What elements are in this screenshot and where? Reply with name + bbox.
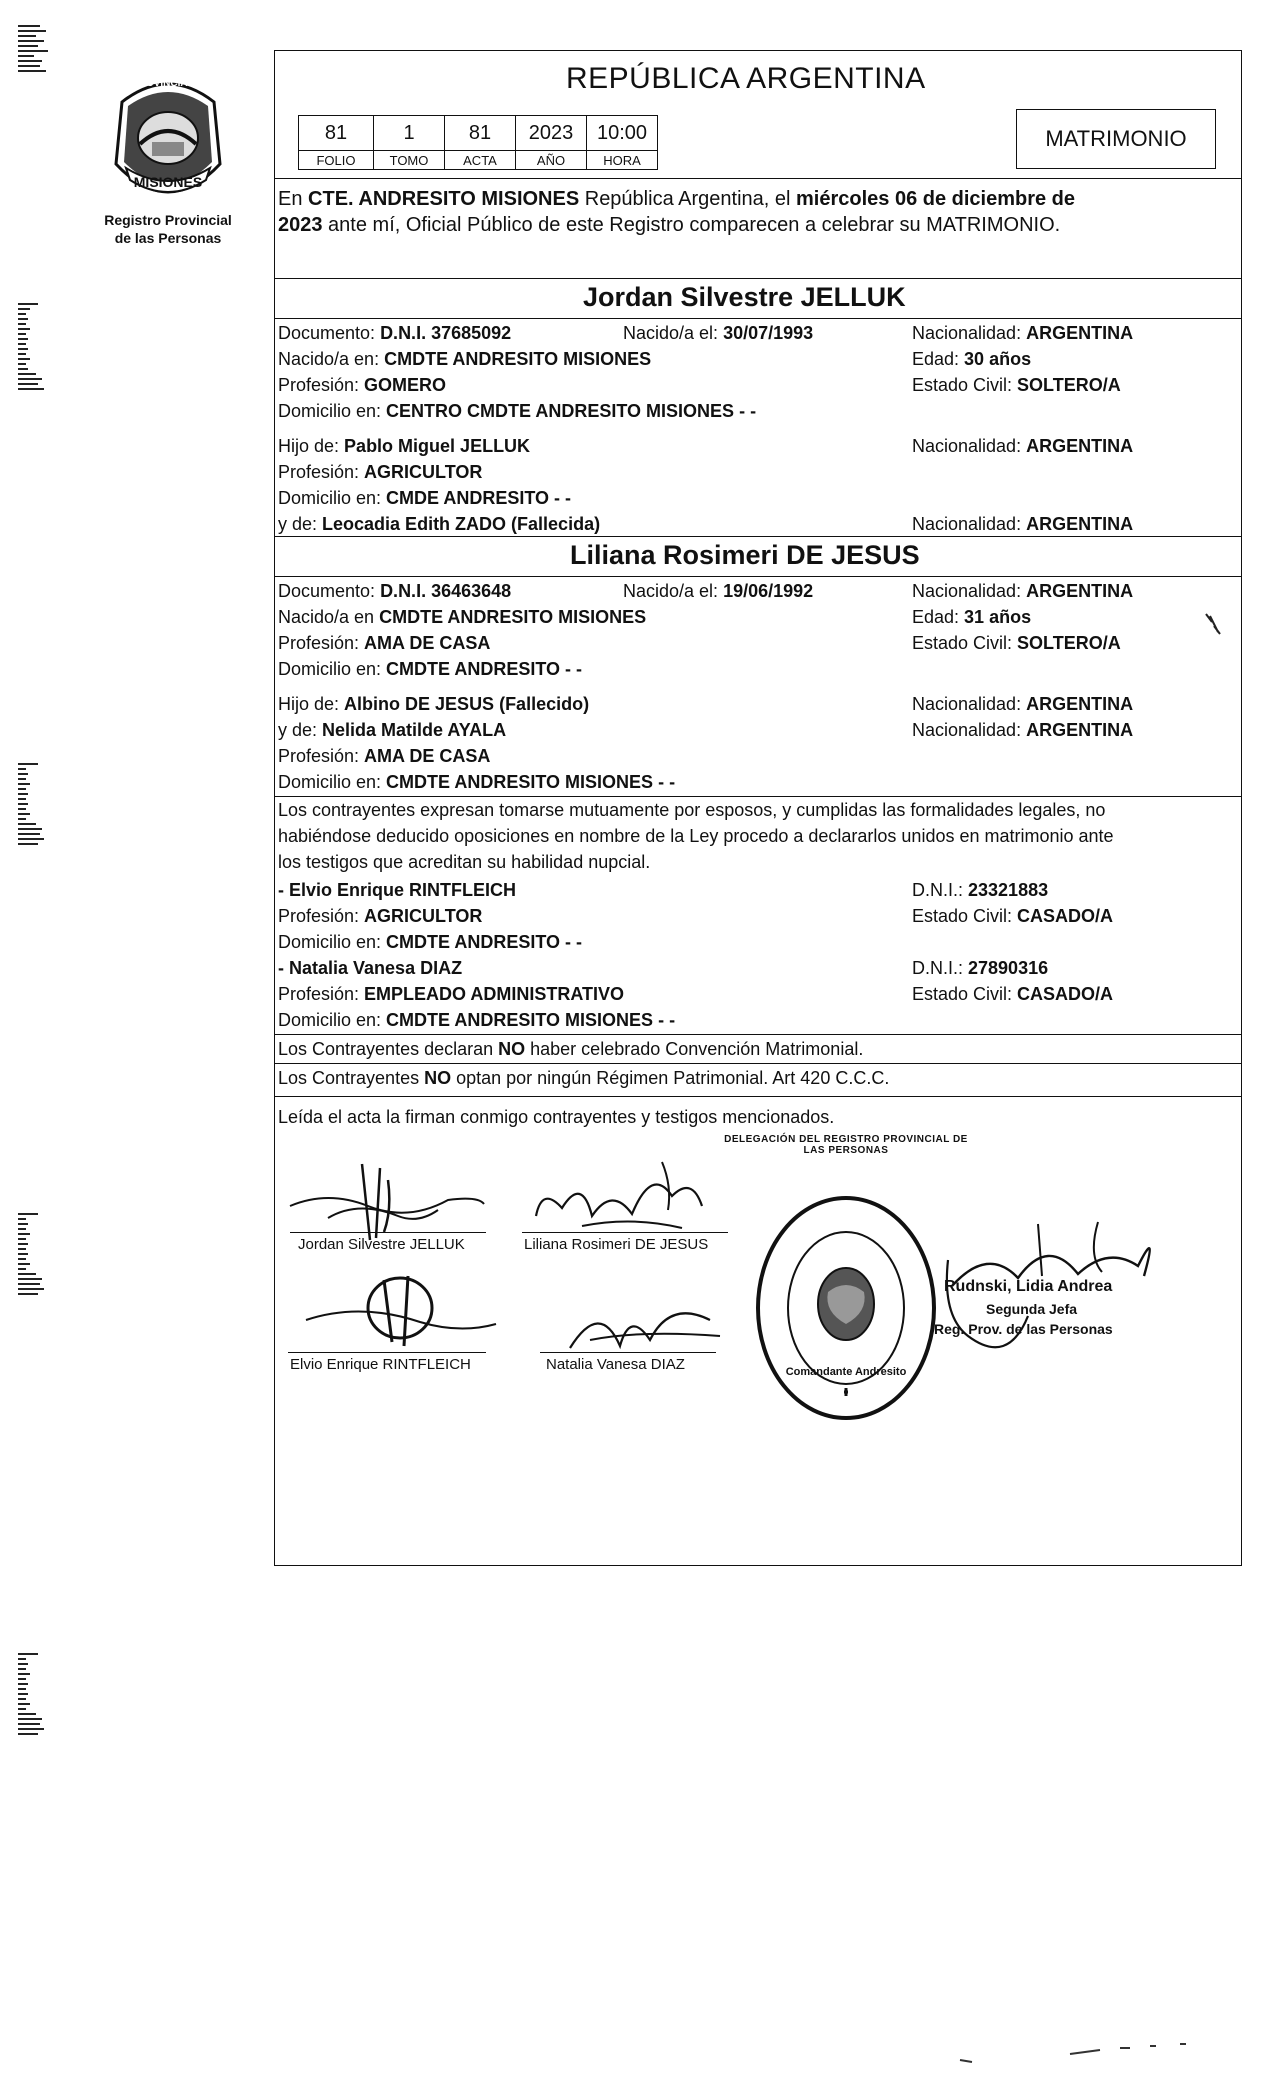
scan-marks-bottom-1 [18,1210,48,1298]
scan-marks-middle [18,300,48,393]
bride-mother-nationality: Nacionalidad: ARGENTINA [912,720,1134,740]
official-round-stamp [752,1192,940,1424]
signature-caption-witness1: Elvio Enrique RINTFLEICH [290,1356,471,1373]
official-name: Rudnski, Lidia Andrea [944,1278,1113,1295]
groom-birthplace: Nacido/a en: CMDTE ANDRESITO MISIONES [278,349,652,369]
divider-closing [274,1096,1242,1097]
intro-rest: ante mí, Oficial Público de este Registro comparecen a celebrar su MATRIMONIO. [322,214,1061,236]
official-org: Reg. Prov. de las Personas [934,1321,1113,1337]
groom-mother-nationality: Nacionalidad: ARGENTINA [912,514,1134,534]
divider-regime [274,1034,1242,1035]
groom-name: Jordan Silvestre JELLUK [583,282,906,312]
official-role: Segunda Jefa [986,1301,1078,1317]
bride-address: Domicilio en: CMDTE ANDRESITO - - [278,659,583,679]
groom-civil-status: Estado Civil: SOLTERO/A [912,375,1121,395]
declaration-line1: Los contrayentes expresan tomarse mutuamente por esposos, y cumplidas las formalidades legales, no [278,800,1106,820]
tomo-label: TOMO [374,151,445,170]
ano-label: AÑO [516,151,587,170]
folio-value: 81 [299,116,374,151]
bride-father-nationality: Nacionalidad: ARGENTINA [912,694,1134,714]
stamp-center-text: Comandante Andresito [785,1366,907,1378]
hora-value: 10:00 [587,116,658,151]
intro-place: CTE. ANDRESITO MISIONES [308,188,580,210]
folio-label: FOLIO [299,151,374,170]
signature-line-witness1 [288,1352,486,1353]
tomo-value: 1 [374,116,445,151]
intro-mid: República Argentina, el [579,188,796,210]
ano-value: 2023 [516,116,587,151]
bride-age: Edad: 31 años [912,607,1032,627]
intro-date: miércoles 06 de diciembre de [796,188,1076,210]
intro-year: 2023 [278,214,323,236]
groom-father-address: Domicilio en: CMDE ANDRESITO - - [278,488,572,508]
bride-document: Documento: D.N.I. 36463648 [278,581,512,601]
signature-line-witness2 [540,1352,716,1353]
groom-age: Edad: 30 años [912,349,1032,369]
declaration-line3: los testigos que acreditan su habilidad nupcial. [278,852,651,872]
regime-statement: Los Contrayentes NO optan por ningún Régimen Patrimonial. Art 420 C.C.C. [278,1068,890,1088]
groom-profession: Profesión: GOMERO [278,375,447,395]
seal-top-text: PROVINCIA DE [132,78,204,89]
groom-mother: y de: Leocadia Edith ZADO (Fallecida) [278,514,601,534]
witness2-address: Domicilio en: CMDTE ANDRESITO MISIONES - - [278,1010,676,1030]
groom-document: Documento: D.N.I. 37685092 [278,323,512,343]
closing-statement: Leída el acta la firman conmigo contrayentes y testigos mencionados. [278,1107,835,1127]
stamp-ring-text: DELEGACIÓN DEL REGISTRO PROVINCIAL DE LAS PERSONAS [724,1134,968,1156]
scan-specks-bottom [950,2040,1230,2070]
acta-value: 81 [445,116,516,151]
hora-label: HORA [587,151,658,170]
divider-groom [274,278,1242,279]
bride-father: Hijo de: Albino DE JESUS (Fallecido) [278,694,590,714]
witness1-dni: D.N.I.: 23321883 [912,880,1049,900]
groom-father-profession: Profesión: AGRICULTOR [278,462,483,482]
groom-nationality: Nacionalidad: ARGENTINA [912,323,1134,343]
seal-bottom-text: MISIONES [133,174,203,190]
bride-name: Liliana Rosimeri DE JESUS [570,540,920,570]
bride-profession: Profesión: AMA DE CASA [278,633,491,653]
signature-caption-groom: Jordan Silvestre JELLUK [298,1236,465,1253]
divider-bride [274,536,1242,537]
bride-mother: y de: Nelida Matilde AYALA [278,720,507,740]
acta-label: ACTA [445,151,516,170]
intro-line2 [278,212,1060,238]
witness2-name: - Natalia Vanesa DIAZ [278,958,463,978]
bride-birthdate: Nacido/a el: 19/06/1992 [623,581,814,601]
signature-witness1-scribble [300,1272,500,1363]
signature-caption-witness2: Natalia Vanesa DIAZ [546,1356,685,1373]
divider-intro [274,178,1242,179]
witness2-profession: Profesión: EMPLEADO ADMINISTRATIVO [278,984,625,1004]
intro-line1 [278,186,1075,212]
bride-mother-profession: Profesión: AMA DE CASA [278,746,491,766]
groom-father: Hijo de: Pablo Miguel JELLUK [278,436,531,456]
registry-line1: Registro Provincial [104,212,232,228]
scan-marks-top [18,22,48,75]
convention-statement: Los Contrayentes declaran NO haber celebrado Convención Matrimonial. [278,1039,864,1059]
signature-line-groom [290,1232,486,1233]
witness2-dni: D.N.I.: 27890316 [912,958,1049,978]
registry-line2: de las Personas [114,230,222,246]
witness1-civil-status: Estado Civil: CASADO/A [912,906,1114,926]
bride-mother-address: Domicilio en: CMDTE ANDRESITO MISIONES - - [278,772,676,792]
signature-line-bride [522,1232,728,1233]
record-type-box: MATRIMONIO [1016,109,1216,169]
record-meta-table [298,115,658,170]
bride-nationality: Nacionalidad: ARGENTINA [912,581,1134,601]
witness1-name: - Elvio Enrique RINTFLEICH [278,880,517,900]
bride-civil-status: Estado Civil: SOLTERO/A [912,633,1121,653]
groom-father-nationality: Nacionalidad: ARGENTINA [912,436,1134,456]
divider-declaration [274,796,1242,797]
scan-marks-bottom-2 [18,1650,48,1738]
intro-prefix: En [278,188,309,210]
divider-regime-mid [274,1063,1242,1064]
groom-address: Domicilio en: CENTRO CMDTE ANDRESITO MISIONES - - [278,401,757,421]
scan-marks-lower [18,760,48,848]
declaration-line2: habiéndose deducido oposiciones en nombre de la Ley procedo a declararlos unidos en matrimonio ante [278,826,1114,846]
witness2-civil-status: Estado Civil: CASADO/A [912,984,1114,1004]
divider-groom-name [274,318,1242,319]
witness1-profession: Profesión: AGRICULTOR [278,906,483,926]
signature-bride-scribble [522,1156,732,1247]
groom-birthdate: Nacido/a el: 30/07/1993 [623,323,814,343]
signature-caption-bride: Liliana Rosimeri DE JESUS [524,1236,709,1253]
scan-speck-right [1204,612,1222,636]
country-title: REPÚBLICA ARGENTINA [566,62,926,95]
divider-bride-name [274,576,1242,577]
witness1-address: Domicilio en: CMDTE ANDRESITO - - [278,932,583,952]
signature-witness2-scribble [560,1290,730,1365]
bride-birthplace: Nacido/a en CMDTE ANDRESITO MISIONES [278,607,647,627]
